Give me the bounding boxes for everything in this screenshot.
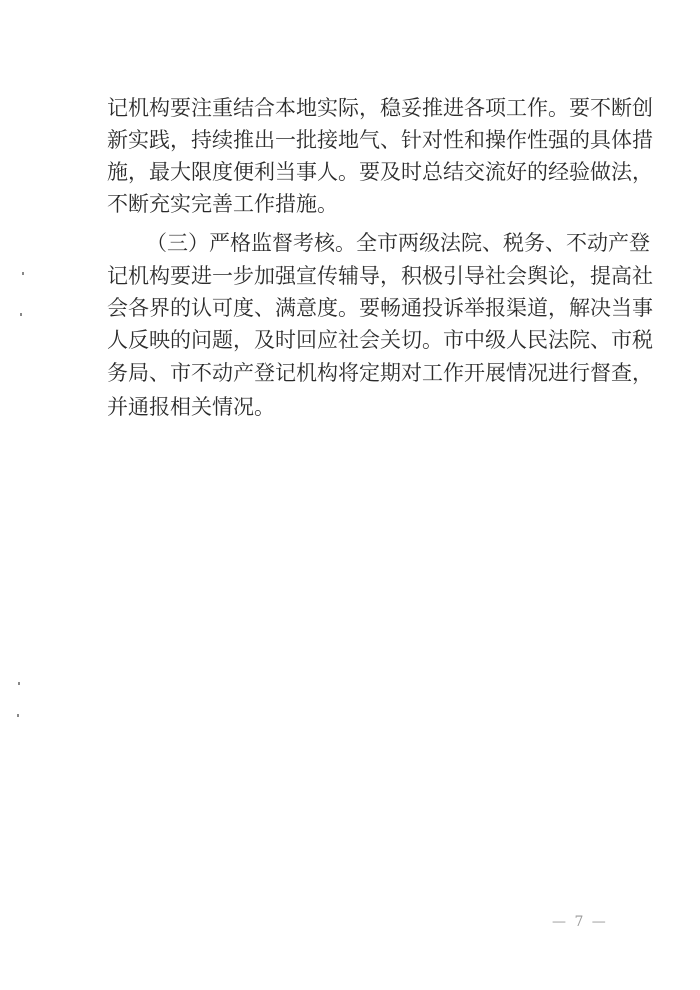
- paragraph-2-line-3: 会各界的认可度、满意度。要畅通投诉举报渠道，解决当事: [107, 296, 653, 320]
- paragraph-1-line-1: 记机构要注重结合本地实际，稳妥推进各项工作。要不断创: [107, 96, 653, 120]
- paragraph-1-line-2: 新实践，持续推出一批接地气、针对性和操作性强的具体措: [107, 128, 653, 152]
- paragraph-1-line-4: 不断充实完善工作措施。: [107, 192, 338, 216]
- scan-speck: [20, 313, 22, 316]
- paragraph-2-line-5: 务局、市不动产登记机构将定期对工作开展情况进行督查，: [107, 361, 653, 385]
- paragraph-2-line-2: 记机构要进一步加强宣传辅导，积极引导社会舆论，提高社: [107, 264, 653, 288]
- page-number: — 7 —: [552, 914, 608, 930]
- paragraph-1-line-3: 施，最大限度便利当事人。要及时总结交流好的经验做法，: [107, 160, 653, 184]
- paragraph-2-line-1: （三）严格监督考核。全市两级法院、税务、不动产登: [146, 231, 650, 255]
- paragraph-2-line-4: 人反映的问题，及时回应社会关切。市中级人民法院、市税: [107, 328, 653, 352]
- paragraph-2-line-6: 并通报相关情况。: [107, 395, 275, 419]
- scan-speck: [17, 714, 19, 717]
- scan-speck: [18, 682, 20, 685]
- scan-speck: [22, 272, 24, 275]
